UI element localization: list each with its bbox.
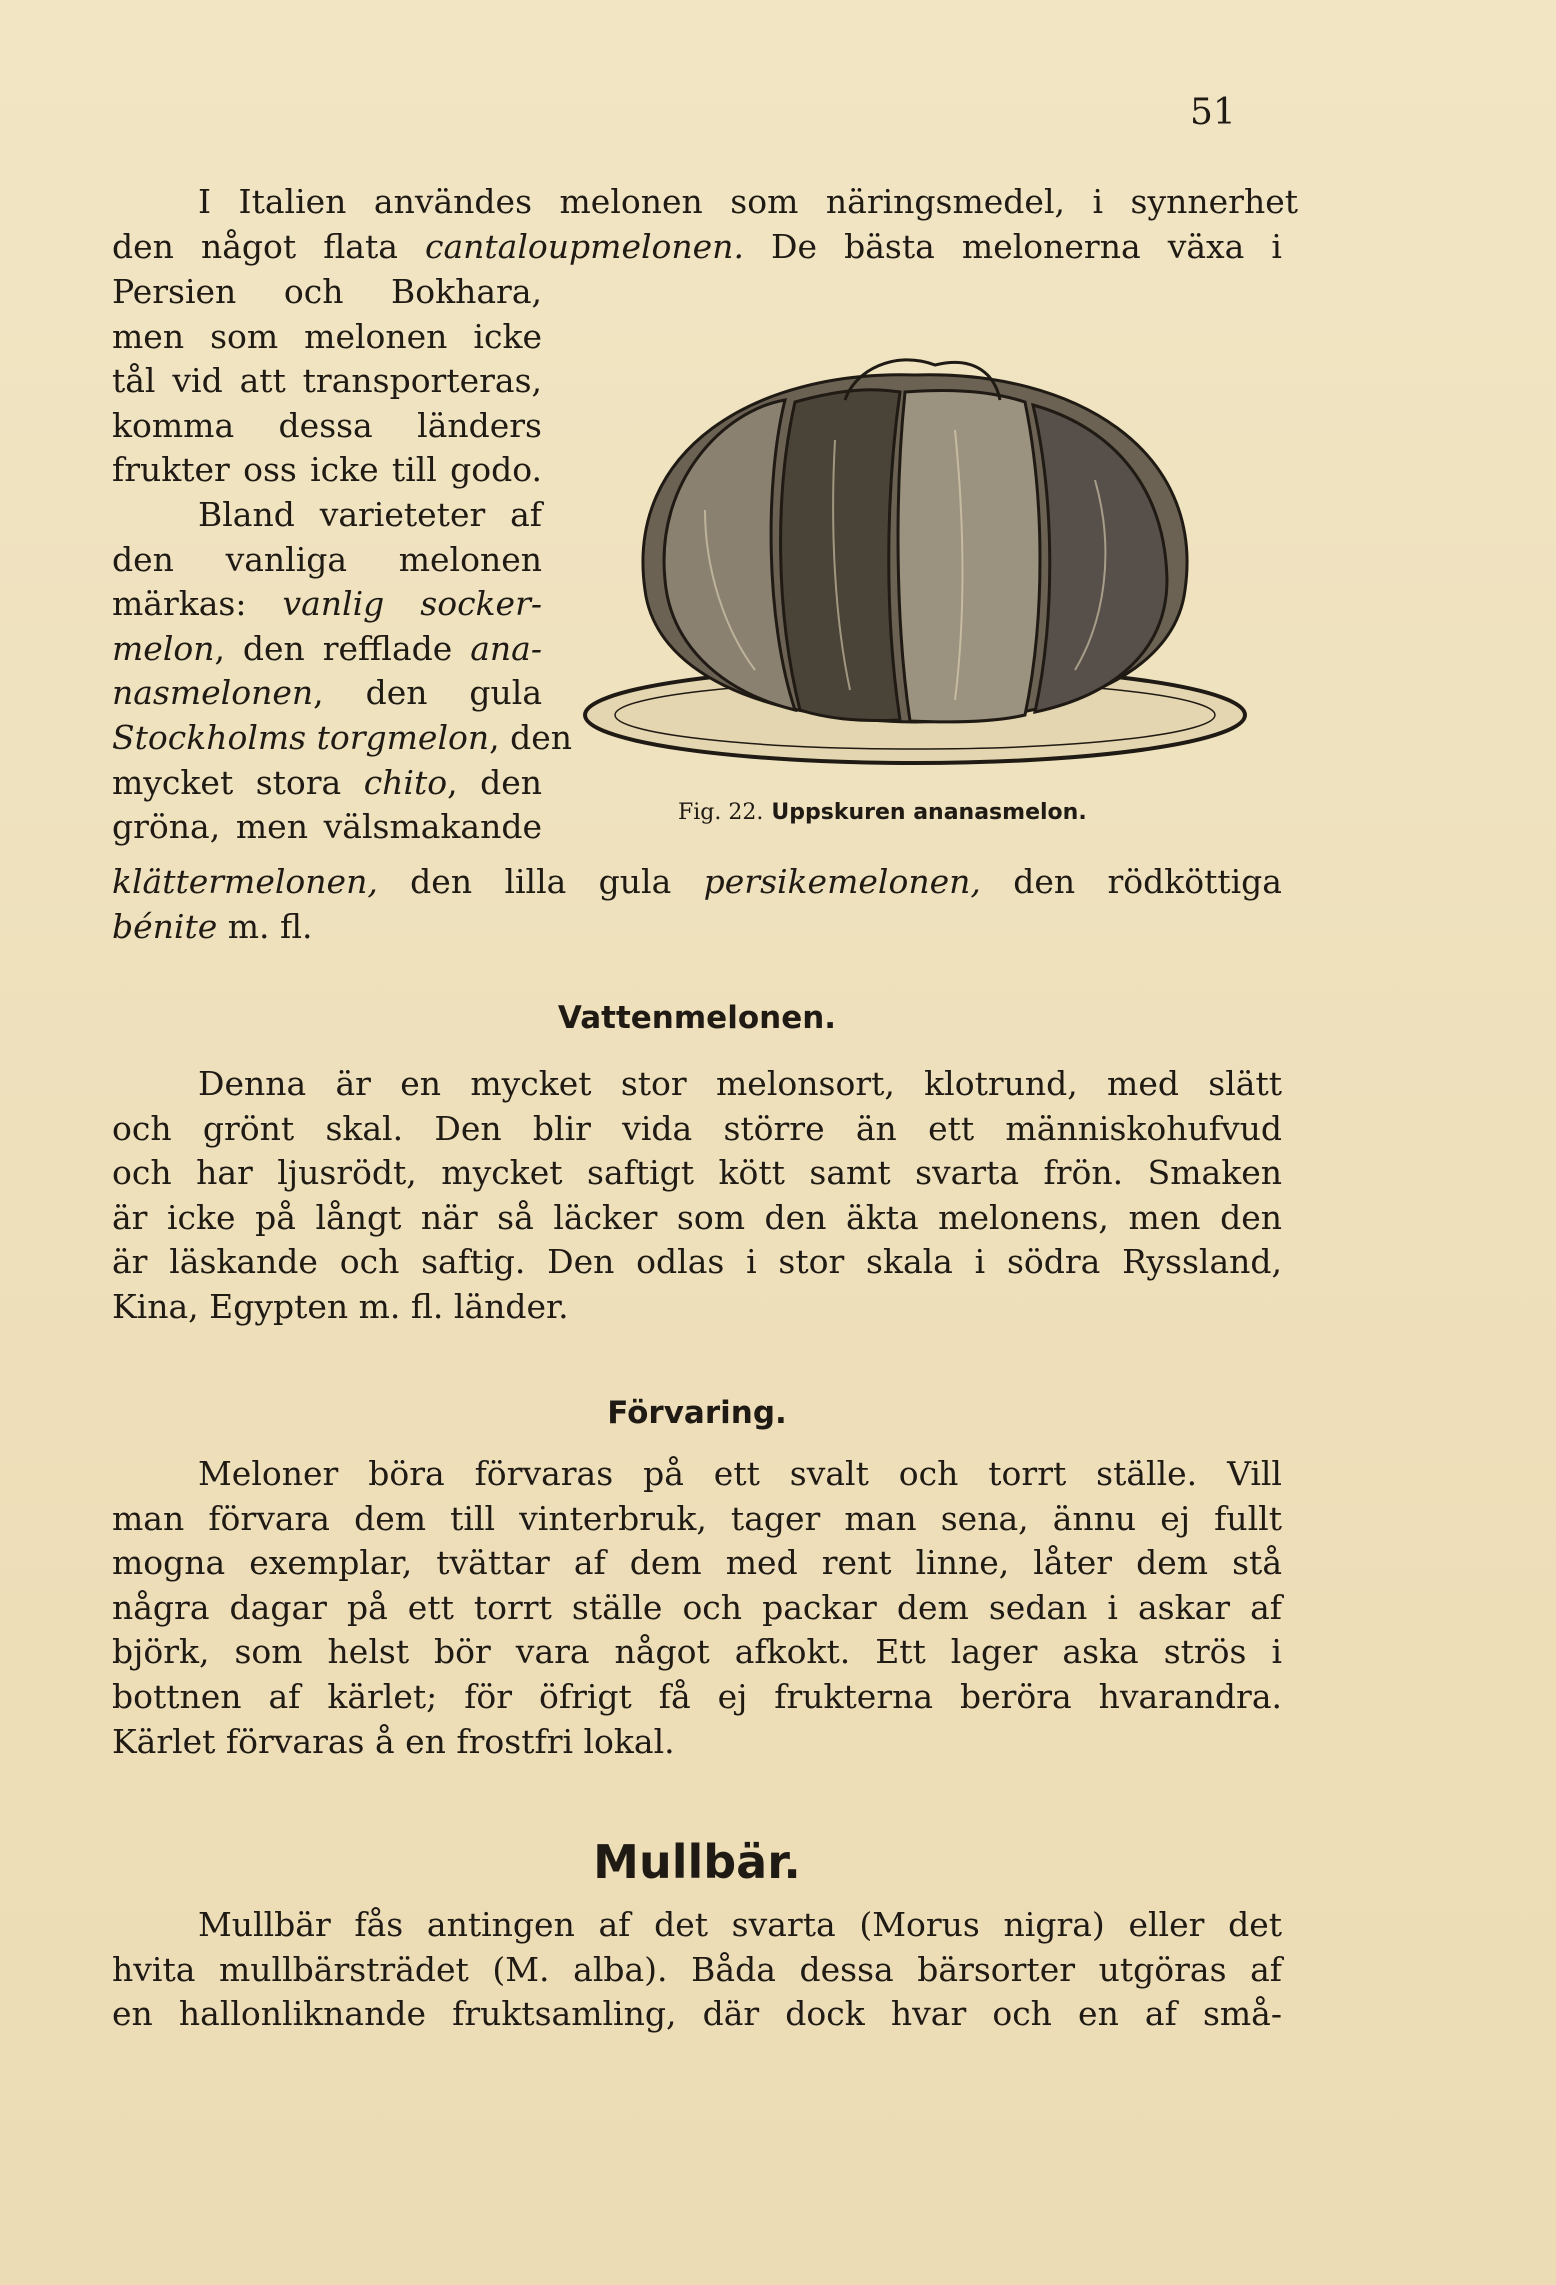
intro-line-2: den något flata cantaloupmelonen. De bästa melonerna växa i bbox=[112, 227, 1282, 266]
vattenmelonen-line: Kina, Egypten m. fl. länder. bbox=[112, 1286, 569, 1326]
intro-line-end: bénite m. fl. bbox=[112, 907, 313, 946]
intro-left-line: mycket stora chito, den bbox=[112, 762, 542, 802]
intro-left-line: Bland varieteter af bbox=[198, 494, 542, 534]
section-heading-forvaring: Förvaring. bbox=[607, 1395, 787, 1431]
intro-left-line: Stockholms torgmelon, den bbox=[112, 717, 573, 757]
forvaring-line: Meloner böra förvaras på ett svalt och torrt ställe. Vill bbox=[198, 1454, 1282, 1493]
intro-left-line: komma dessa länders bbox=[112, 405, 542, 445]
intro-left-line: melon, den refflade ana- bbox=[112, 628, 542, 668]
forvaring-line: man förvara dem till vinterbruk, tager man sena, ännu ej fullt bbox=[112, 1498, 1282, 1538]
intro-left-line: nasmelonen, den gula bbox=[112, 673, 542, 713]
vattenmelonen-line: och har ljusrödt, mycket saftigt kött samt svarta frön. Smaken bbox=[112, 1153, 1282, 1193]
intro-left-line: märkas: vanlig socker- bbox=[112, 584, 542, 624]
section-heading-mullbar: Mullbär. bbox=[593, 1835, 801, 1889]
mullbar-line: en hallonliknande fruktsamling, där dock hvar och en af små- bbox=[112, 1994, 1282, 2034]
intro-left-line: frukter oss icke till godo. bbox=[112, 450, 542, 490]
melon-illustration bbox=[555, 330, 1265, 780]
forvaring-line: björk, som helst bör vara något afkokt. Ett lager aska strös i bbox=[112, 1632, 1282, 1672]
vattenmelonen-line: och grönt skal. Den blir vida större än ett människohufvud bbox=[112, 1108, 1282, 1148]
section-vattenmelonen-text bbox=[112, 1062, 1282, 1330]
vattenmelonen-line: Denna är en mycket stor melonsort, klotrund, med slätt bbox=[198, 1064, 1282, 1103]
intro-left-line: den vanliga melonen bbox=[112, 539, 542, 579]
section-mullbar-text bbox=[112, 1903, 1282, 2037]
mullbar-line: hvita mullbärsträdet (M. alba). Båda dessa bärsorter utgöras af bbox=[112, 1949, 1282, 1989]
intro-line-1: I Italien användes melonen som näringsmedel, i synnerhet bbox=[198, 182, 1298, 221]
intro-left-line: Persien och Bokhara, bbox=[112, 272, 542, 311]
figure-caption: Fig. 22. Uppskuren ananasmelon. bbox=[678, 800, 1087, 825]
forvaring-line: mogna exemplar, tvättar af dem med rent linne, låter dem stå bbox=[112, 1543, 1282, 1583]
forvaring-line: bottnen af kärlet; för öfrigt få ej frukterna beröra hvarandra. bbox=[112, 1676, 1282, 1716]
section-forvaring-text bbox=[112, 1452, 1282, 1764]
intro-line-last: klättermelonen, den lilla gula persikemelonen, den rödköttiga bbox=[112, 862, 1282, 901]
forvaring-line: några dagar på ett torrt ställe och packar dem sedan i askar af bbox=[112, 1587, 1282, 1627]
page-number: 51 bbox=[1190, 92, 1236, 133]
vattenmelonen-line: är läskande och saftig. Den odlas i stor skala i södra Ryssland, bbox=[112, 1242, 1282, 1282]
intro-left-line: men som melonen icke bbox=[112, 316, 542, 356]
intro-left-line: tål vid att transporteras, bbox=[112, 361, 542, 401]
intro-left-column bbox=[112, 270, 573, 850]
mullbar-line: Mullbär fås antingen af det svarta (Morus nigra) eller det bbox=[198, 1905, 1282, 1944]
vattenmelonen-line: är icke på långt när så läcker som den äkta melonens, men den bbox=[112, 1197, 1282, 1237]
section-heading-vattenmelonen: Vattenmelonen. bbox=[557, 1000, 837, 1036]
forvaring-line: Kärlet förvaras å en frostfri lokal. bbox=[112, 1721, 675, 1761]
intro-left-line: gröna, men välsmakande bbox=[112, 807, 542, 847]
